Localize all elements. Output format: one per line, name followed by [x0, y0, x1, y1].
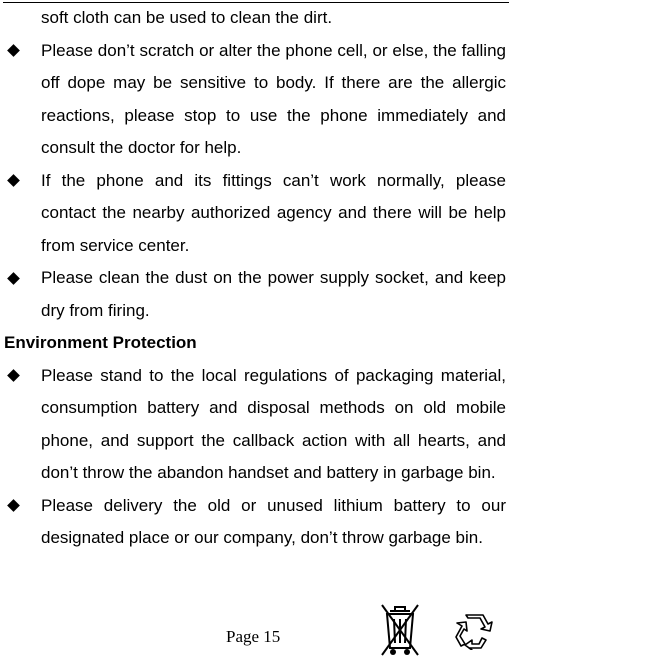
bullet-item [4, 360, 506, 490]
bullet-text: Please clean the dust on the power supply socket, and keep dry from firing. [41, 268, 506, 320]
diamond-bullet-icon [4, 490, 22, 523]
bullet-item [4, 262, 506, 327]
bullet-text: Please delivery the old or unused lithium battery to our designated place or our company, don’t throw garbage bin. [41, 495, 506, 547]
bullet-text: Please don’t scratch or alter the phone cell, or else, the falling off dope may be sensitive to body. If there are the allergic reactions, please stop to use the phone immediately and consult the doctor for help. [41, 40, 506, 157]
bullet-text: If the phone and its fittings can’t work normally, please contact the nearby authorized agency and there will be help from service center. [41, 170, 506, 255]
bullet-text: Please stand to the local regulations of packaging material, consumption battery and disposal methods on old mobile phone, and support the callback action with all hearts, and don’t throw the abandon handset and battery in garbage bin. [41, 365, 506, 482]
crossed-out-bin-icon [379, 603, 421, 657]
section-heading: Environment Protection [4, 333, 197, 352]
diamond-bullet-icon [4, 360, 22, 393]
diamond-bullet-icon [4, 165, 22, 198]
bullet-item [4, 165, 506, 263]
diamond-bullet-icon [4, 262, 22, 295]
bullet-item [4, 35, 506, 165]
diamond-bullet-icon [4, 35, 22, 68]
continuation-text: soft cloth can be used to clean the dirt. [41, 8, 333, 27]
page-content [4, 2, 506, 555]
recycle-icon [454, 614, 494, 650]
bullet-item [4, 490, 506, 555]
page-number: Page 15 [226, 627, 281, 646]
